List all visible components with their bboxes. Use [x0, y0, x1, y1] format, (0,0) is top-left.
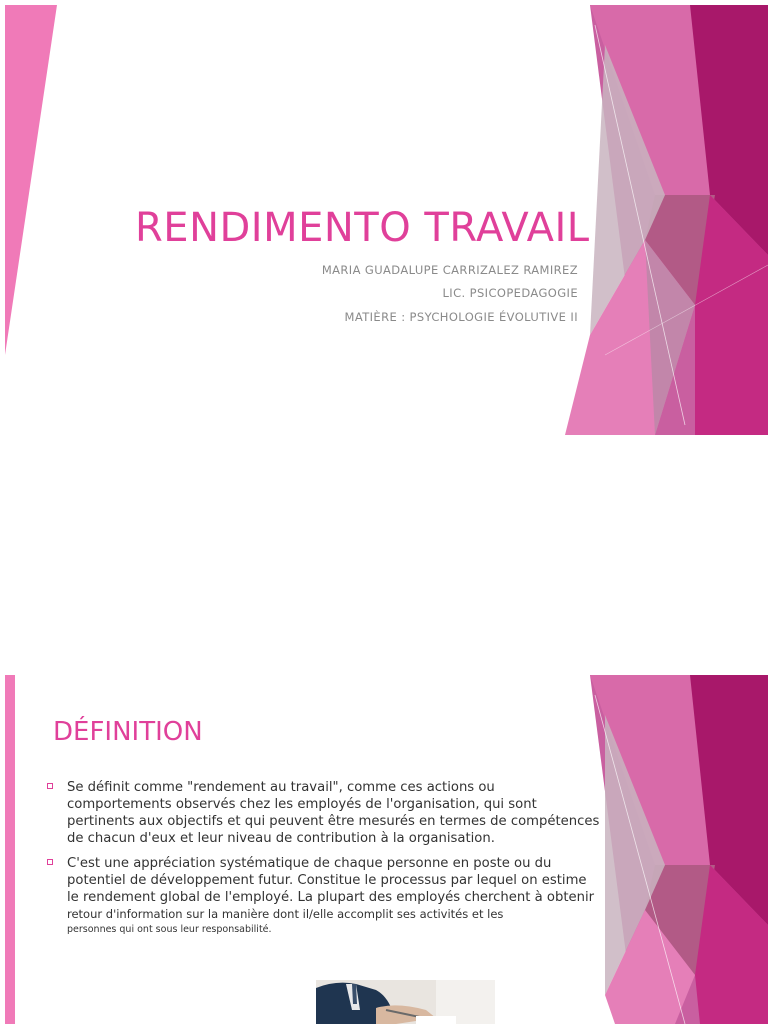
- section-title: DÉFINITION: [53, 717, 203, 747]
- course-name: MATIÈRE : PSYCHOLOGIE ÉVOLUTIVE II: [344, 310, 578, 324]
- bullet-text-line: retour d'information sur la manière dont il/elle accomplit ses activités et les: [67, 907, 504, 921]
- bullet-text: [67, 855, 600, 937]
- program-name: LIC. PSICOPEDAGOGIE: [442, 286, 578, 300]
- bullet-text-line: personnes qui ont sous leur responsabilité.: [67, 924, 272, 935]
- bullet-list: [45, 779, 600, 945]
- title-slide: [5, 5, 768, 435]
- list-item: [45, 779, 600, 847]
- definition-slide: [5, 675, 768, 1024]
- square-bullet-icon: [47, 783, 53, 789]
- author-name: MARIA GUADALUPE CARRIZALEZ RAMIREZ: [321, 263, 578, 277]
- slide-title: RENDIMENTO TRAVAIL: [135, 205, 590, 251]
- bullet-text: Se définit comme "rendement au travail", comme ces actions ou comportements observés chez les employés de l'organisation, qui sont pertinents aux objectifs et qui peuvent être mesurés en termes de compétences de chacun d'eux et leur niveau de contribution à la organisation.: [67, 780, 600, 846]
- list-item: [45, 855, 600, 937]
- left-pink-triangle: [5, 5, 57, 355]
- left-pink-strip: [5, 675, 15, 1024]
- square-bullet-icon: [47, 859, 53, 865]
- business-person-photo: [316, 980, 495, 1024]
- bullet-text-main: C'est une appréciation systématique de chaque personne en poste ou du potentiel de développement futur. Constitue le processus par lequel on estime le rendement global de l'employé. La plupart des employés cherchent à obtenir: [67, 856, 595, 905]
